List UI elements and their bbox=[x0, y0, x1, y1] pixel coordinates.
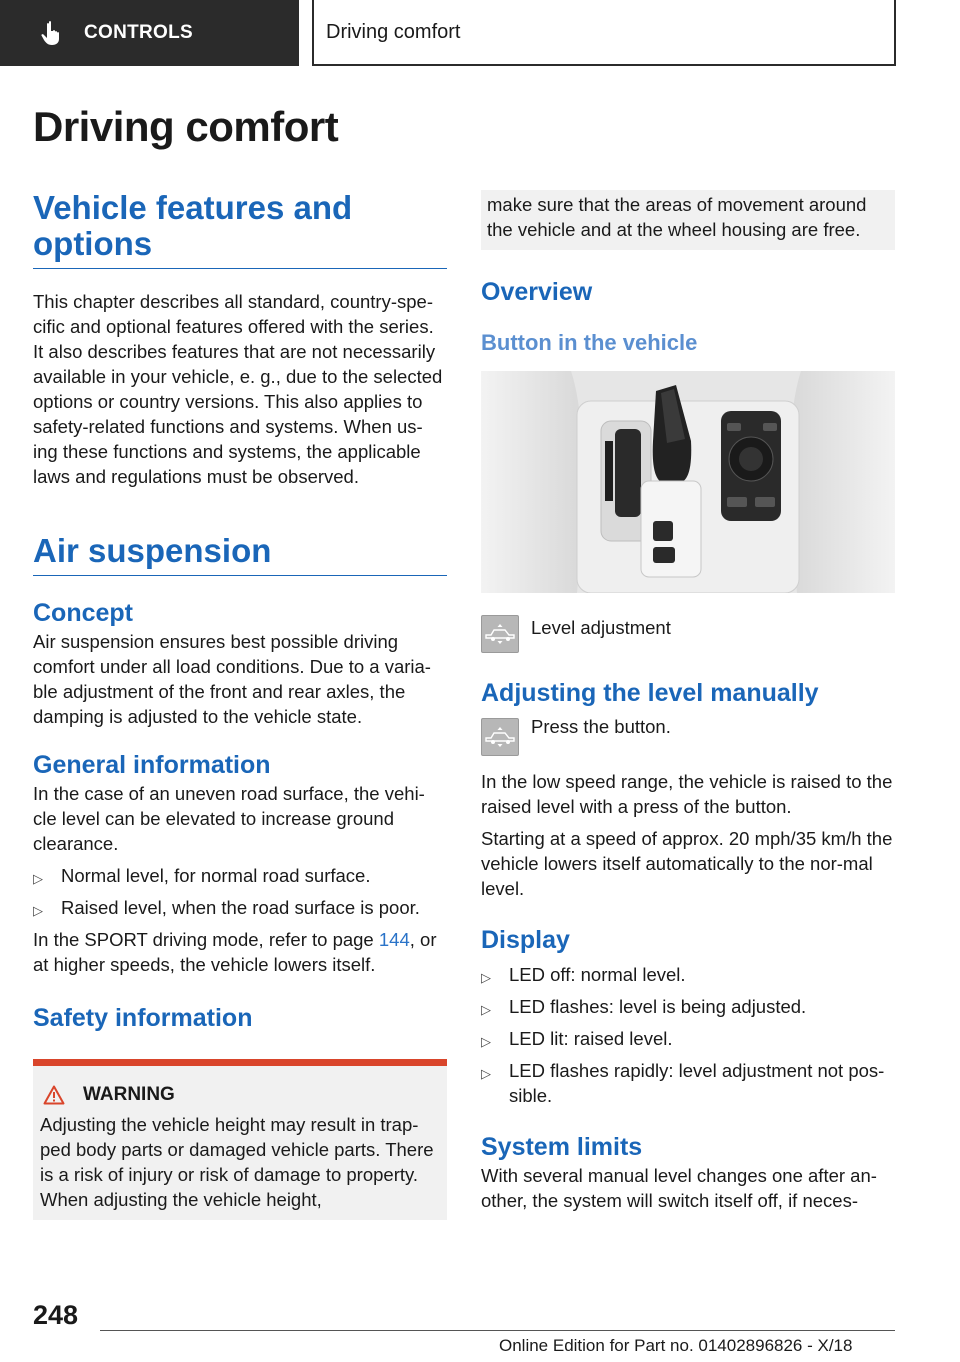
car-level-icon bbox=[484, 726, 516, 748]
speed-paragraph: Starting at a speed of approx. 20 mph/35 km/h the vehicle lowers itself automatically to the nor-mal level. bbox=[481, 828, 893, 899]
level-adjustment-row bbox=[481, 615, 895, 653]
triangle-bullet-icon: ▷ bbox=[481, 1002, 491, 1017]
heading-adjusting-level-manually: Adjusting the level manually bbox=[481, 679, 819, 707]
heading-button-in-vehicle: Button in the vehicle bbox=[481, 330, 698, 355]
section-tab bbox=[0, 0, 299, 66]
heading-air-suspension: Air suspension bbox=[33, 533, 447, 576]
general-list bbox=[33, 863, 447, 920]
limits-paragraph: With several manual level changes one after an-other, the system will switch itself off, if neces- bbox=[481, 1165, 877, 1211]
warning-header bbox=[40, 1084, 440, 1106]
concept-paragraph: Air suspension ensures best possible driving comfort under all load conditions. Due to a varia-ble adjustment of the front and rear axles, the damping is adjusted to the vehicle state. bbox=[33, 631, 431, 727]
sport-paragraph: In the SPORT driving mode, refer to page 144, or at higher speeds, the vehicle lowers itself. bbox=[33, 929, 437, 975]
heading-concept: Concept bbox=[33, 599, 133, 627]
heading-system-limits: System limits bbox=[481, 1133, 643, 1161]
list-item: ▷ LED flashes rapidly: level adjustment not pos-sible. bbox=[481, 1060, 885, 1106]
warning-continued-text: make sure that the areas of movement around the vehicle and at the wheel housing are free. bbox=[487, 194, 867, 240]
press-button-row bbox=[481, 718, 895, 756]
car-level-icon bbox=[484, 623, 516, 645]
heading-display: Display bbox=[481, 926, 570, 954]
triangle-bullet-icon: ▷ bbox=[33, 871, 43, 886]
level-adjustment-button-icon bbox=[481, 718, 519, 756]
heading-general-information: General information bbox=[33, 751, 271, 779]
section-tab-label: CONTROLS bbox=[84, 22, 194, 43]
list-item: ▷ LED flashes: level is being adjusted. bbox=[481, 994, 895, 1019]
list-item: ▷ Normal level, for normal road surface. bbox=[33, 863, 447, 888]
heading-overview: Overview bbox=[481, 278, 593, 306]
page-number: 248 bbox=[33, 1300, 79, 1330]
left-column bbox=[33, 190, 447, 1220]
triangle-bullet-icon: ▷ bbox=[33, 903, 43, 918]
press-button-text: Press the button. bbox=[531, 716, 671, 737]
low-speed-paragraph: In the low speed range, the vehicle is raised to the raised level with a press of the button. bbox=[481, 771, 893, 817]
warning-triangle-icon bbox=[43, 1085, 65, 1105]
warning-label: WARNING bbox=[83, 1084, 175, 1105]
heading-vehicle-features: Vehicle features and options bbox=[33, 190, 447, 269]
header-title: Driving comfort bbox=[312, 0, 896, 66]
page-title: Driving comfort bbox=[33, 103, 339, 150]
list-item: ▷ LED off: normal level. bbox=[481, 962, 895, 987]
center-console-image bbox=[481, 371, 895, 593]
page-header bbox=[0, 0, 960, 66]
footer-edition: Online Edition for Part no. 01402896826 - X/18 bbox=[499, 1336, 853, 1355]
triangle-bullet-icon: ▷ bbox=[481, 1034, 491, 1049]
general-paragraph: In the case of an uneven road surface, the vehi-cle level can be elevated to increase ground clearance. bbox=[33, 783, 425, 854]
warning-text: Adjusting the vehicle height may result in trap-ped body parts or damaged vehicle parts. There is a risk of injury or risk of damage to property. When adjusting the vehicle height, bbox=[40, 1114, 434, 1210]
intro-paragraph: This chapter describes all standard, country-spe-cific and optional features offered with the series. It also describes features that are not necessarily available in your vehicle, e. g., due to the selected options or country versions. This also applies to safety-related functions and systems. When us-ing these functions and systems, the applicable laws and regulations must be observed. bbox=[33, 291, 443, 487]
level-adjustment-label: Level adjustment bbox=[531, 617, 671, 638]
list-item: ▷ Raised level, when the road surface is poor. bbox=[33, 895, 447, 920]
page-link-144[interactable]: 144 bbox=[378, 929, 410, 950]
triangle-bullet-icon: ▷ bbox=[481, 970, 491, 985]
display-list bbox=[481, 962, 895, 1108]
list-item: ▷ LED lit: raised level. bbox=[481, 1026, 895, 1051]
footer-divider bbox=[100, 1330, 895, 1331]
center-console-photo bbox=[481, 371, 895, 593]
heading-safety-information: Safety information bbox=[33, 1004, 253, 1032]
hand-pointer-icon bbox=[40, 20, 64, 46]
triangle-bullet-icon: ▷ bbox=[481, 1066, 491, 1081]
right-column bbox=[481, 190, 895, 1213]
warning-box-continued bbox=[481, 190, 895, 250]
level-adjustment-button-icon bbox=[481, 615, 519, 653]
warning-box bbox=[33, 1059, 447, 1220]
